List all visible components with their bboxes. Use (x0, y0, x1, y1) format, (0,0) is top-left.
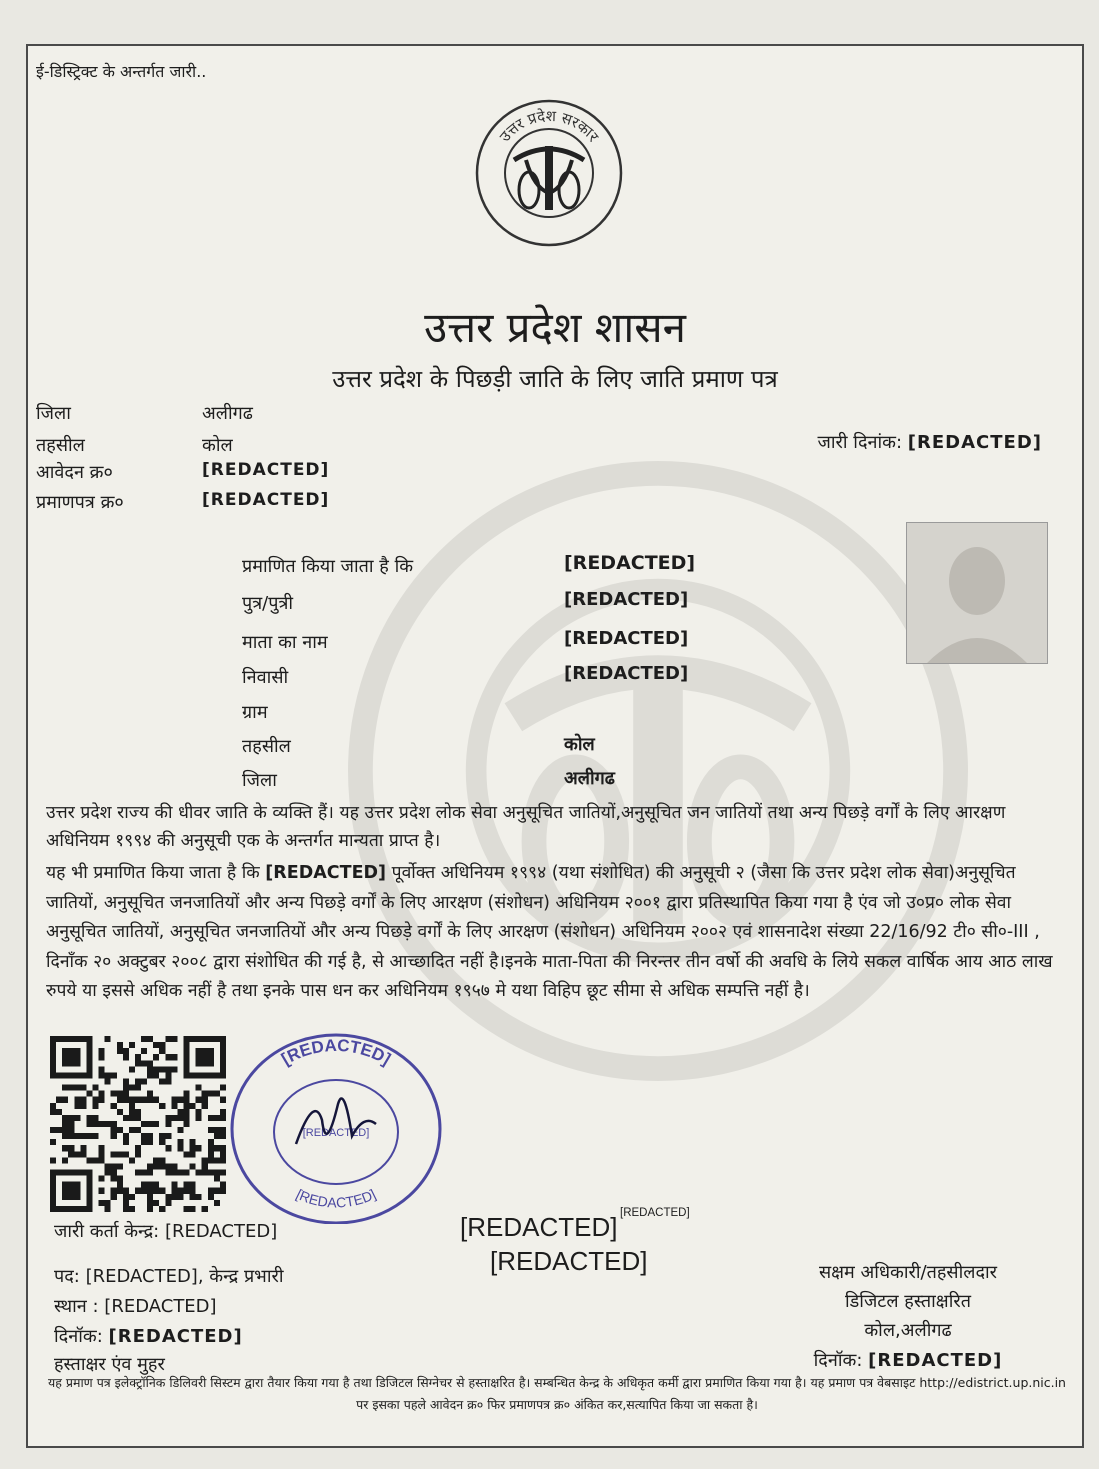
application-number-label: आवेदन क्र० (36, 462, 113, 483)
digital-signer-name-line1: [REDACTED] (460, 1212, 618, 1242)
mother-label: माता का नाम (242, 632, 328, 653)
issue-date-value: [REDACTED] (907, 432, 1042, 453)
certificate-number-value: [REDACTED] (202, 490, 330, 510)
certificate-subtitle: उत्तर प्रदेश के पिछड़ी जाति के लिए जाति प्रमाण पत्र (332, 365, 778, 393)
digital-signature-details: [REDACTED] (620, 1207, 690, 1219)
district-label: जिला (36, 403, 71, 424)
tehsil-label: तहसील (36, 435, 85, 456)
issuer-date-label: दिनॉक: (54, 1326, 103, 1347)
resident-address: [REDACTED] (564, 663, 689, 684)
qr-code (50, 1036, 226, 1212)
issue-date (818, 430, 1042, 454)
tehsil-value: कोल (202, 435, 233, 456)
sign-and-seal-label: हस्ताक्षर एंव मुहर (54, 1354, 165, 1375)
footer-verification-note: यह प्रमाण पत्र इलेक्ट्रॉनिक डिलिवरी सिस्टम द्वारा तैयार किया गया है तथा डिजिटल सिग्नेचर से हस्ताक्षरित है। सम्बन्धित केन्द्र के अधिकृत कर्मी द्वारा प्रमाणित किया गया है। यह प्रमाण पत्र वेबसाइट http://edistrict.up.nic.in पर इसका पहले आवेदन क्र० फिर प्रमाणपत्र क्र० अंकित कर,सत्यापित किया जा सकता है। (48, 1375, 1066, 1412)
issuer-date (54, 1324, 243, 1348)
creamy-layer-statement (46, 859, 1066, 1007)
parent-label: पुत्र/पुत्री (242, 593, 294, 614)
detail-district-value: अलीगढ (564, 768, 615, 789)
issuer-post: पद: [REDACTED], केन्द्र प्रभारी (54, 1266, 284, 1287)
village-label: ग्राम (242, 702, 268, 723)
caste-statement: उत्तर प्रदेश राज्य की धीवर जाति के व्यक्ति हैं। यह उत्तर प्रदेश लोक सेवा अनुसूचित जातियों,अनुसूचित जन जातियों तथा अन्य पिछड़े वर्गों के लिए आरक्षण अधिनियम १९९४ की अनुसूची एक के अन्तर्गत मान्यता प्राप्त है। (46, 803, 1006, 851)
mother-name: [REDACTED] (564, 628, 689, 649)
page-title: उत्तर प्रदेश शासन (424, 303, 686, 352)
district-value: अलीगढ (202, 403, 253, 424)
issuer-date-value: [REDACTED] (108, 1326, 243, 1347)
certificate-sheet (26, 44, 1084, 1448)
detail-district-label: जिला (242, 770, 277, 791)
stamp-ring-top: [REDACTED] (278, 1035, 394, 1069)
authority-date-value: [REDACTED] (868, 1350, 1003, 1371)
issuer-place: स्थान : [REDACTED] (54, 1296, 217, 1317)
issue-date-label: जारी दिनांक: (817, 432, 903, 453)
authority-date (758, 1348, 1058, 1372)
detail-tehsil-label: तहसील (242, 736, 291, 757)
issued-under-note: ई-डिस्ट्रिक्ट के अन्तर्गत जारी.. (36, 62, 207, 81)
svg-text:[REDACTED] (278, 1036, 394, 1069)
stamp-center-text: [REDACTED] (302, 1127, 370, 1139)
para2-start: यह भी प्रमाणित किया जाता है कि (46, 863, 260, 883)
authority-place: कोल,अलीगढ (864, 1320, 952, 1341)
certified-that-label: प्रमाणित किया जाता है कि (242, 556, 414, 577)
digital-signer-name-line2: [REDACTED] (490, 1246, 648, 1276)
detail-tehsil-value: कोल (564, 734, 595, 755)
applicant-name: [REDACTED] (564, 552, 696, 574)
person-icon (907, 523, 1047, 663)
center-seal-stamp (226, 1024, 444, 1224)
para2-rest: पूर्वोक्त अधिनियम १९९४ (यथा संशोधित) की अनुसूची २ (जैसा कि उत्तर प्रदेश लोक सेवा)अनुसूचित जातियों, अनुसूचित जनजातियों और अन्य पिछड़े वर्गों के लिए आरक्षण (संशोधन) अधिनियम २००१ द्वारा प्रतिस्थापित किया गया है एंव जो उ०प्र० लोक सेवा अनुसूचित जातियों, अनुसूचित जनजातियों और अन्य पिछड़े वर्गों के लिए आरक्षण (संशोधन) अधिनियम २००२ एवं शासनादेश संख्या 22/16/92 टी० सी०-III , दिनाँक २० अक्टुबर २००८ द्वारा संशोधित की गई है, से आच्छादित नहीं है।इनके माता-पिता की निरन्तर तीन वर्षो की अवधि के लिये सकल वार्षिक आय आठ लाख रुपये या इससे अधिक नहीं है तथा इनके पास धन कर अधिनियम १९५७ मे यथा विहिप छूट सीमा से अधिक सम्पत्ति नहीं है। (46, 863, 1053, 1001)
authority-signed: डिजिटल हस्ताक्षरित (845, 1291, 971, 1312)
issuing-center: जारी कर्ता केन्द्र: [REDACTED] (54, 1221, 278, 1242)
stamp-ring-bottom: [REDACTED] (293, 1185, 379, 1211)
svg-text:[REDACTED] (294, 1186, 378, 1211)
father-name: [REDACTED] (564, 589, 689, 610)
authority-title: सक्षम अधिकारी/तहसीलदार (818, 1262, 998, 1283)
application-number-value: [REDACTED] (202, 460, 330, 480)
emblem-ring-text: उत्तर प्रदेश सरकार (495, 106, 603, 146)
certificate-number-label: प्रमाणपत्र क्र० (36, 492, 124, 513)
authority-date-label: दिनॉक: (813, 1350, 863, 1371)
state-emblem-icon (474, 98, 624, 248)
resident-label: निवासी (242, 667, 289, 688)
para2-name: [REDACTED] (265, 863, 387, 883)
applicant-photo (906, 522, 1048, 664)
